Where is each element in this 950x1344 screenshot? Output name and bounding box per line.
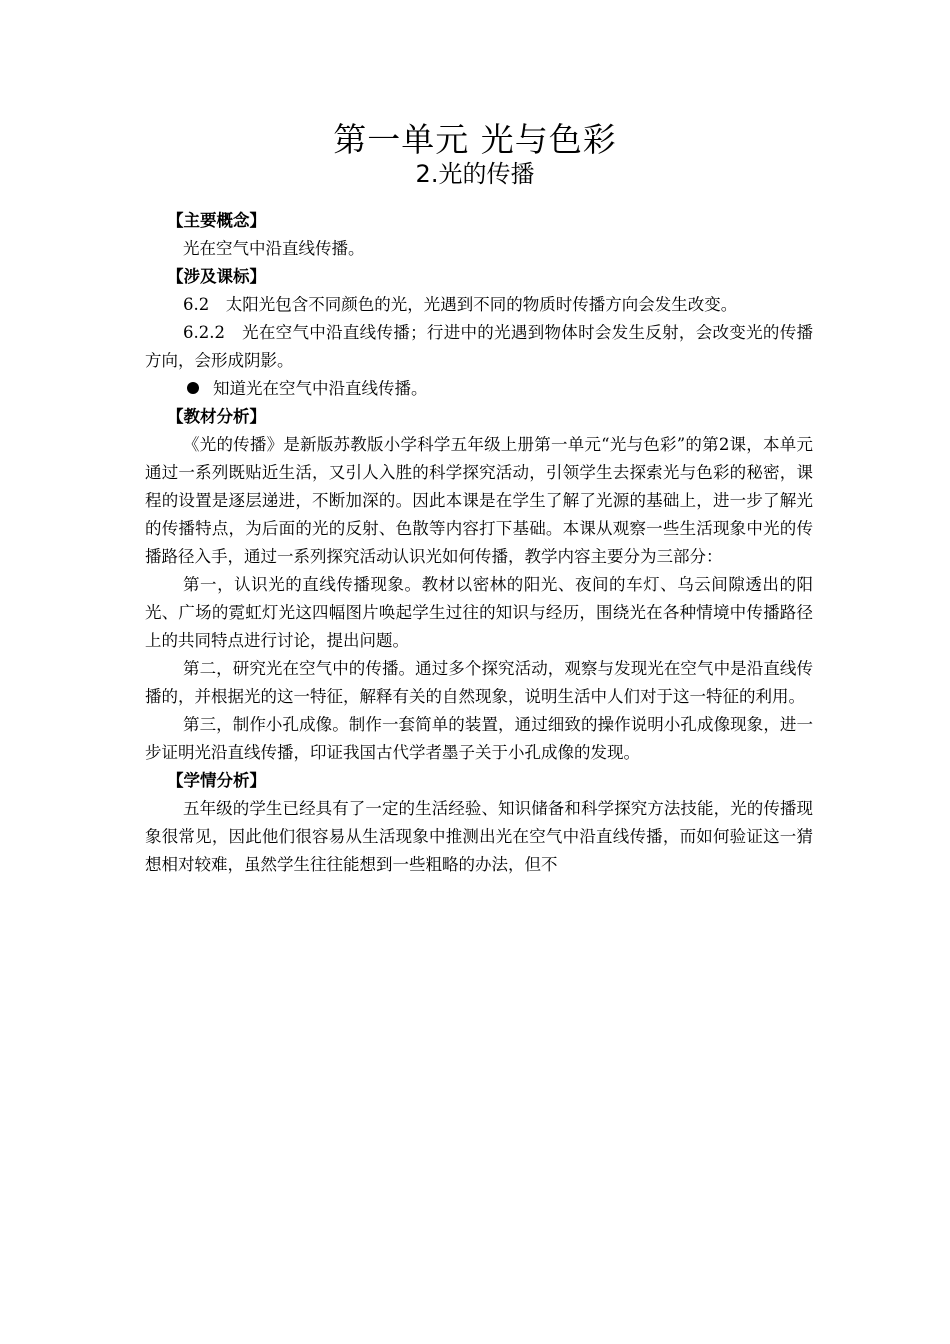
concept-text: 光在空气中沿直线传播。 <box>183 239 365 258</box>
section-heading-standards: 【涉及课标】 <box>167 267 266 286</box>
standard-item-1: 6.2 太阳光包含不同颜色的光，光遇到不同的物质时传播方向会发生改变。 <box>183 295 738 314</box>
unit-title: 第一单元 光与色彩 <box>333 120 617 159</box>
section-heading-material: 【教材分析】 <box>167 407 266 426</box>
material-paragraph-1: 《光的传播》是新版苏教版小学科学五年级上册第一单元“光与色彩”的第2课，本单元通过一系列既贴近生活，又引人入胜的科学探究活动，引领学生去探索光与色彩的秘密，课程的设置是逐层递进，不断加深的。因此本课是在学生了解了光源的基础上，进一步了解光的传播特点，为后面的光的反射、色散等内容打下基础。本课从观察一些生活现象中光的传播路径入手，通过一系列探究活动认识光如何传播，教学内容主要分为三部分： <box>145 435 813 566</box>
standard-item-2: 6.2.2 光在空气中沿直线传播；行进中的光遇到物体时会发生反射，会改变光的传播方向，会形成阴影。 <box>145 323 813 370</box>
bullet-dot-icon <box>187 382 199 394</box>
students-paragraph-1: 五年级的学生已经具有了一定的生活经验、知识储备和科学探究方法技能，光的传播现象很常见，因此他们很容易从生活现象中推测出光在空气中沿直线传播，而如何验证这一猜想相对较难，虽然学生往往能想到一些粗略的办法，但不 <box>145 799 813 874</box>
standard-bullet-text: 知道光在空气中沿直线传播。 <box>213 379 428 398</box>
section-heading-concept: 【主要概念】 <box>167 211 266 230</box>
material-paragraph-3: 第二，研究光在空气中的传播。通过多个探究活动，观察与发现光在空气中是沿直线传播的，并根据光的这一特征，解释有关的自然现象，说明生活中人们对于这一特征的利用。 <box>145 659 813 706</box>
lesson-title: 2.光的传播 <box>415 160 535 188</box>
material-paragraph-4: 第三，制作小孔成像。制作一套简单的装置，通过细致的操作说明小孔成像现象，进一步证明光沿直线传播，印证我国古代学者墨子关于小孔成像的发现。 <box>145 715 813 762</box>
document-body <box>145 207 813 879</box>
section-heading-students: 【学情分析】 <box>167 771 266 790</box>
standard-bullet <box>145 375 813 403</box>
material-paragraph-2: 第一，认识光的直线传播现象。教材以密林的阳光、夜间的车灯、乌云间隙透出的阳光、广场的霓虹灯光这四幅图片唤起学生过往的知识与经历，围绕光在各种情境中传播路径上的共同特点进行讨论，提出问题。 <box>145 575 813 650</box>
